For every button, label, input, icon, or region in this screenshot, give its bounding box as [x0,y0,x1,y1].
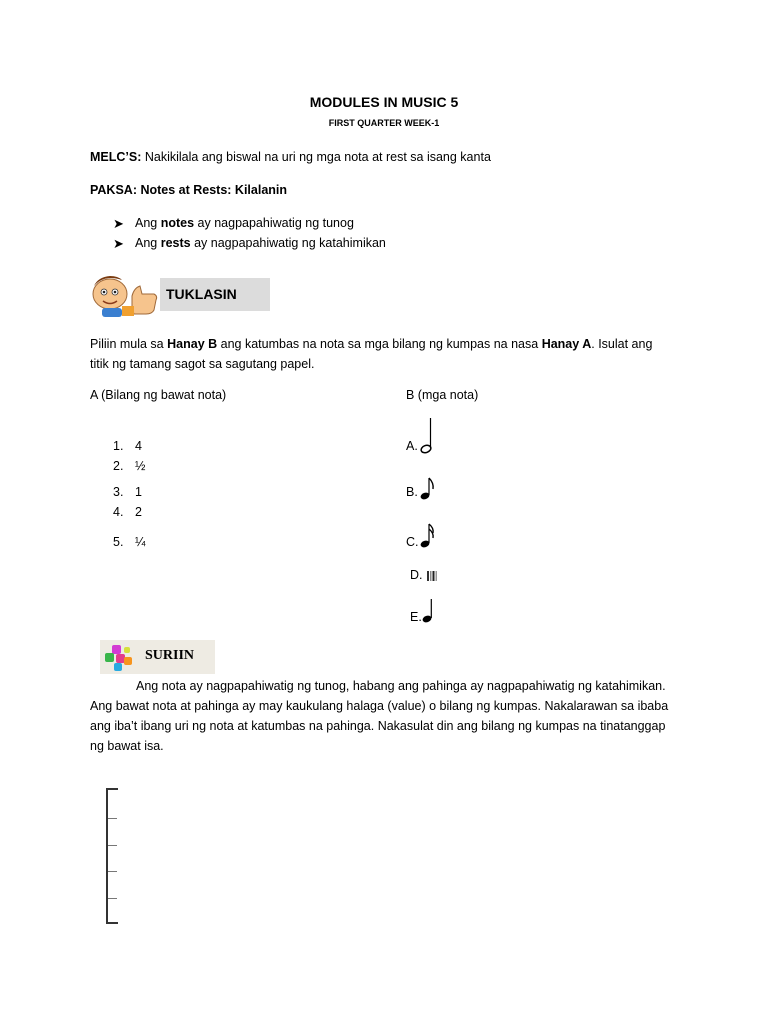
suriin-label: SURIIN [145,648,195,663]
arrow-bullet-icon: ➤ [113,216,124,231]
staff-tick [108,871,117,872]
column-a-header: A (Bilang ng bawat nota) [90,388,227,402]
instruction-paragraph: Piliin mula sa Hanay B ang katumbas na nota sa mga bilang ng kumpas na nasa Hanay A. Isulat ang titik ng tamang sagot sa sagutang papel. [90,337,653,371]
melc-label: MELC’S: [90,150,142,164]
half-note-icon [420,416,436,456]
page-title: MODULES IN MUSIC 5 [309,94,459,110]
paksa-line: PAKSA: Notes at Rests: Kilalanin [90,183,288,197]
choice-label: C. [406,535,419,549]
melc-text: Nakikilala ang biswal na uri ng mga nota at rest sa isang kanta [141,150,491,164]
bracket-top [108,788,118,790]
choice-label: A. [406,439,418,453]
bullet-item: Ang notes ay nagpapahiwatig ng tunog [135,216,354,230]
column-b-header: B (mga nota) [406,388,479,402]
quarter-note-icon [422,597,436,625]
sixteenth-note-icon [420,522,436,550]
choice-label: B. [406,485,418,499]
tuklasin-label: TUKLASIN [166,286,237,302]
staff-tick [108,898,117,899]
staff-tick [108,818,117,819]
staff-tick [108,845,117,846]
suriin-paragraph: Ang nota ay nagpapahiwatig ng tunog, habang ang pahinga ay nagpapahiwatig ng katahimikan. Ang bawat nota at pahinga ay may kaukulang halaga (value) o bilang ng kumpas. Nakalarawan sa ibaba ang iba’t ibang uri ng nota at katumbas na pahinga. Nakasulat din ang bilang ng kumpas na tinatanggap ng bawat isa. [90,679,669,753]
whole-rest-icon [426,570,438,582]
page-subtitle: FIRST QUARTER WEEK-1 [328,118,440,128]
puzzle-pieces-icon [102,643,134,673]
bullet-item: Ang rests ay nagpapahiwatig ng katahimikan [135,236,386,250]
bracket-bottom [108,922,118,924]
eighth-note-icon [420,476,436,502]
suriin-banner [100,640,215,674]
arrow-bullet-icon: ➤ [113,236,124,251]
choice-label: E. [410,610,422,624]
column-a-list: 1. 4 2. ½ 3. 1 4. 2 5. ¼ [113,439,146,549]
choice-label: D. [410,568,423,582]
